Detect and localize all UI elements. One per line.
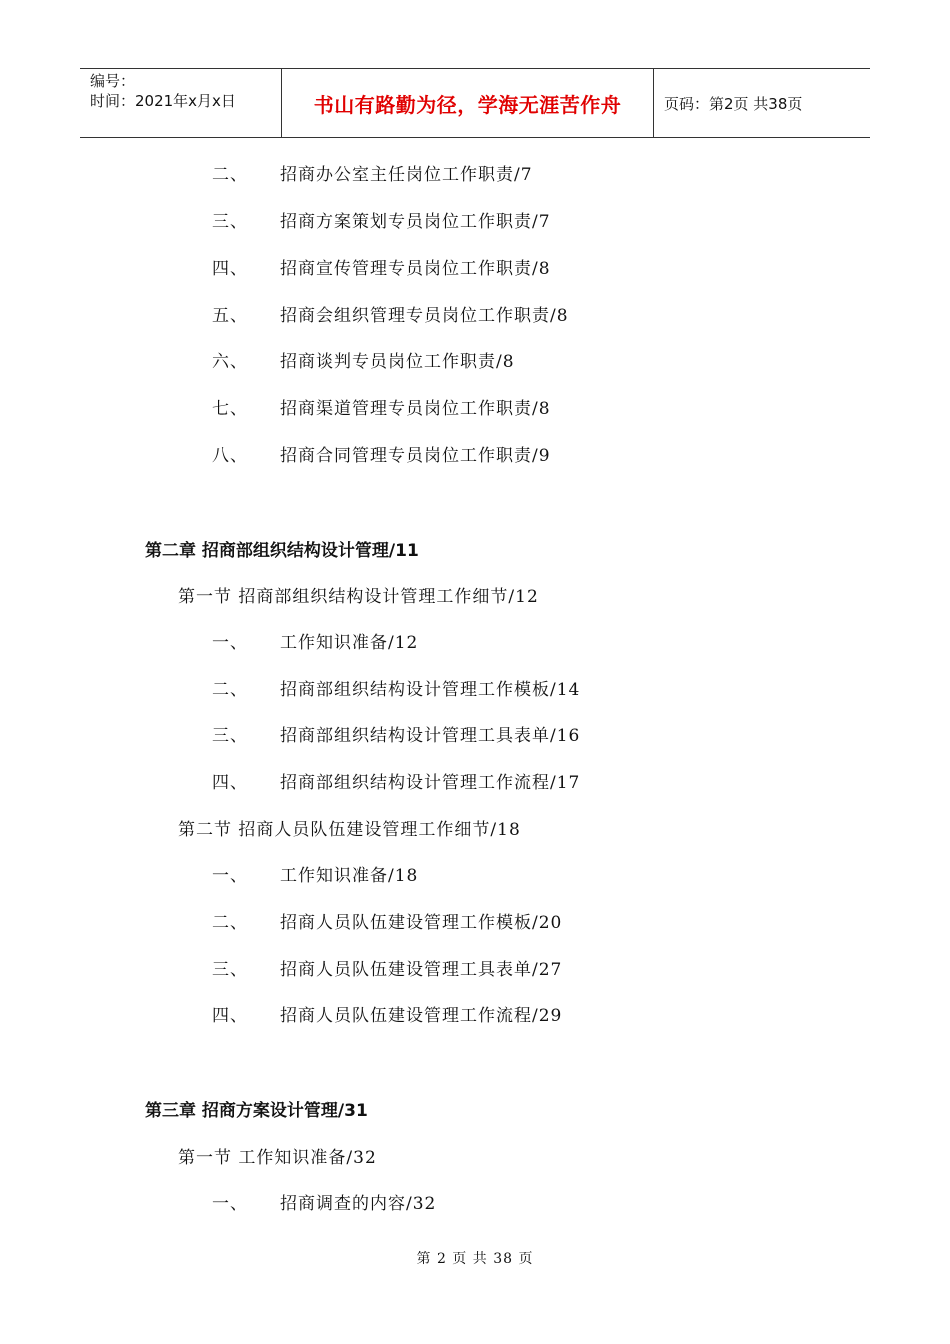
toc-item-title: 招商部组织结构设计管理工作模板/14 — [280, 680, 581, 700]
toc-item — [212, 908, 812, 932]
toc-chapter-heading: 第三章 招商方案设计管理/31 — [145, 1101, 368, 1121]
toc-item-number: 六、 — [212, 352, 248, 372]
toc-item-number: 五、 — [212, 306, 248, 326]
toc-item — [212, 254, 812, 278]
toc-item-number: 三、 — [212, 960, 248, 980]
toc-item-number: 二、 — [212, 913, 248, 933]
toc-item-number: 二、 — [212, 165, 248, 185]
toc-item-title: 招商渠道管理专员岗位工作职责/8 — [280, 399, 551, 419]
toc-item — [212, 1001, 812, 1025]
toc-item — [212, 207, 812, 231]
toc-item-title: 招商人员队伍建设管理工作流程/29 — [280, 1006, 563, 1026]
toc-item — [212, 160, 812, 184]
header-page-number: 页码：第2页 共38页 — [664, 94, 803, 113]
toc-section-heading: 第一节 工作知识准备/32 — [178, 1148, 377, 1168]
toc-item-title: 招商会组织管理专员岗位工作职责/8 — [280, 306, 569, 326]
toc-item-title: 招商人员队伍建设管理工作模板/20 — [280, 913, 563, 933]
page-header — [80, 68, 870, 138]
header-motto: 书山有路勤为径，学海无涯苦作舟 — [282, 69, 654, 137]
toc-item-title: 招商宣传管理专员岗位工作职责/8 — [280, 259, 551, 279]
document-date: 时间：2021年x月x日 — [90, 92, 236, 110]
toc-item-number: 四、 — [212, 1006, 248, 1026]
toc-item-number: 一、 — [212, 633, 248, 653]
toc-item-number: 三、 — [212, 726, 248, 746]
toc-item — [212, 721, 812, 745]
toc-item — [212, 861, 812, 885]
toc-section-heading: 第一节 招商部组织结构设计管理工作细节/12 — [178, 587, 539, 607]
page-footer: 第 2 页 共 38 页 — [416, 1251, 534, 1267]
toc-item — [212, 441, 812, 465]
toc-item-title: 招商办公室主任岗位工作职责/7 — [280, 165, 533, 185]
toc-item-title: 招商部组织结构设计管理工具表单/16 — [280, 726, 581, 746]
toc-section-heading: 第二节 招商人员队伍建设管理工作细节/18 — [178, 820, 521, 840]
document-number-label: 编号： — [90, 72, 136, 90]
toc-item-title: 工作知识准备/18 — [280, 866, 419, 886]
toc-item-title: 招商方案策划专员岗位工作职责/7 — [280, 212, 551, 232]
toc-item — [212, 628, 812, 652]
toc-item-number: 一、 — [212, 866, 248, 886]
toc-item — [212, 347, 812, 371]
toc-item-number: 四、 — [212, 259, 248, 279]
toc-item-title: 招商调查的内容/32 — [280, 1194, 437, 1214]
header-meta — [80, 69, 282, 137]
toc-item — [212, 955, 812, 979]
toc-item — [212, 675, 812, 699]
toc-item-number: 七、 — [212, 399, 248, 419]
toc-item — [212, 394, 812, 418]
toc-item-title: 招商合同管理专员岗位工作职责/9 — [280, 446, 551, 466]
toc-item — [212, 1189, 812, 1213]
toc-item-title: 招商人员队伍建设管理工具表单/27 — [280, 960, 563, 980]
toc-item-number: 三、 — [212, 212, 248, 232]
toc-item-number: 八、 — [212, 446, 248, 466]
toc-item-number: 四、 — [212, 773, 248, 793]
toc-item-title: 工作知识准备/12 — [280, 633, 419, 653]
toc-item — [212, 768, 812, 792]
toc-item-title: 招商谈判专员岗位工作职责/8 — [280, 352, 515, 372]
toc-item — [212, 301, 812, 325]
toc-item-title: 招商部组织结构设计管理工作流程/17 — [280, 773, 581, 793]
toc-chapter-heading: 第二章 招商部组织结构设计管理/11 — [145, 541, 419, 561]
toc-item-number: 二、 — [212, 680, 248, 700]
toc-item-number: 一、 — [212, 1194, 248, 1214]
